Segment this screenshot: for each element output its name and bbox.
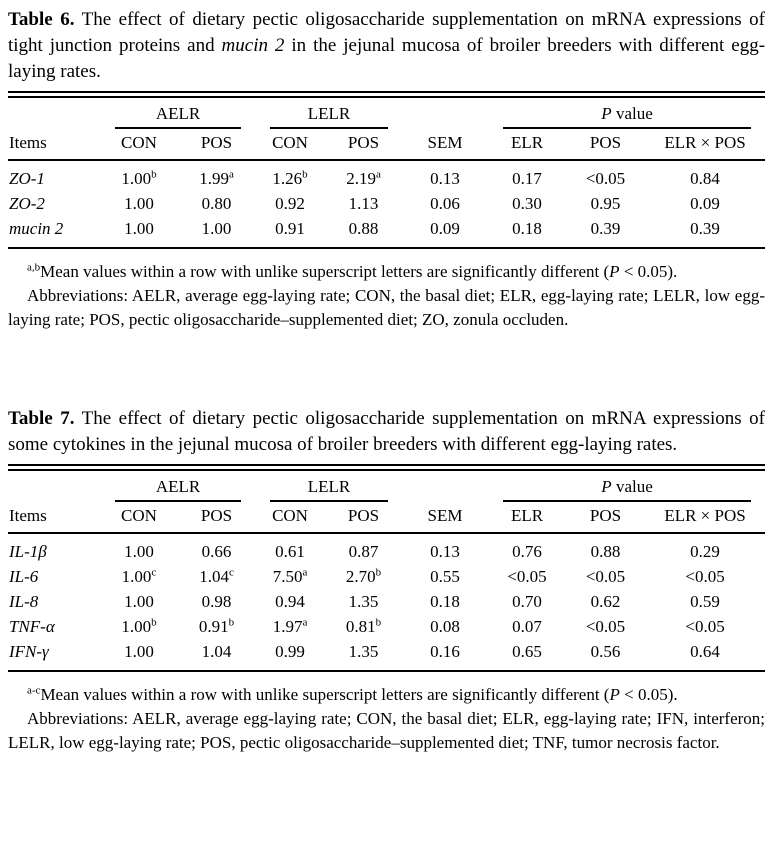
- cell-superscript: b: [302, 168, 308, 181]
- table-cell: 0.55: [430, 567, 460, 586]
- table-cell: 1.00: [124, 642, 154, 661]
- row-item-label: ZO-2: [9, 194, 45, 213]
- table7-caption: [8, 406, 765, 458]
- table-cell: 0.07: [512, 617, 542, 636]
- table6-footnotes: [8, 260, 765, 332]
- cell-superscript: b: [375, 616, 382, 629]
- group-label-italic: P: [601, 104, 612, 123]
- table-cell: <0.05: [585, 169, 626, 188]
- table6-caption-text2: in the jejunal mucosa of broiler breeders with different egg-laying rates.: [8, 35, 766, 82]
- column-header: SEM: [402, 502, 488, 533]
- table-cell: 0.65: [512, 642, 542, 661]
- cell-superscript: c: [228, 566, 234, 579]
- row-item: [8, 589, 100, 614]
- table-cell: 0.09: [690, 194, 720, 213]
- cell-superscript: b: [375, 566, 382, 579]
- table-cell: 0.81$^b$: [345, 616, 382, 636]
- table-cell: 0.91$^b$: [198, 616, 235, 636]
- cell-superscript: b: [151, 168, 157, 181]
- footnote-superscript: a,b: [27, 261, 41, 274]
- group-header: [402, 100, 488, 129]
- group-label: LELR: [270, 104, 388, 129]
- table-cell: 0.98: [201, 592, 232, 611]
- group-header: [100, 473, 255, 502]
- table-cell: <0.05: [585, 567, 626, 586]
- column-header: POS: [566, 129, 645, 160]
- table7-caption-text: The effect of dietary pectic oligosaccharide supplementation on mRNA expressions of some cytokines in the jejunal mucosa of broiler breeders with different egg-laying rates.: [8, 408, 765, 455]
- table6: [8, 100, 765, 249]
- table-cell: 1.26$^b$: [272, 168, 308, 188]
- table-cell: 0.16: [430, 642, 460, 661]
- group-header-row: [8, 100, 765, 129]
- table-cell: 1.99$^a$: [199, 168, 234, 188]
- column-header: POS: [325, 129, 402, 160]
- table6-footnote-abbreviations: [8, 284, 765, 332]
- table-row: [8, 564, 765, 589]
- table7-top-rule: [8, 464, 765, 471]
- row-item: [8, 564, 100, 589]
- row-item: [8, 191, 100, 216]
- table6-footnote-significance: [8, 260, 765, 284]
- footnote-italic-p: P: [609, 262, 620, 281]
- table-cell: 1.97$^a$: [272, 616, 308, 636]
- table-cell: 0.88: [348, 219, 379, 238]
- table7-footnotes: [8, 683, 765, 755]
- column-header: ELR × POS: [645, 502, 765, 533]
- table-cell: 0.80: [201, 194, 232, 213]
- table-cell: 0.64: [690, 642, 720, 661]
- table-cell: 0.91: [275, 219, 305, 238]
- table-row: [8, 216, 765, 248]
- table-cell: 0.92: [275, 194, 305, 213]
- group-header: [402, 473, 488, 502]
- table-cell: 0.08: [430, 617, 460, 636]
- group-label: AELR: [115, 477, 241, 502]
- table-cell: 2.19$^a$: [346, 168, 381, 188]
- table7: [8, 473, 765, 672]
- table-cell: 0.18: [512, 219, 542, 238]
- table-body: [8, 160, 765, 248]
- cell-superscript: c: [151, 566, 157, 579]
- table-cell: 0.94: [275, 592, 305, 611]
- table-cell: 7.50$^a$: [272, 566, 308, 586]
- table-cell: 0.66: [201, 542, 232, 561]
- group-header: [8, 473, 100, 502]
- column-header: POS: [178, 502, 255, 533]
- table-cell: 1.00: [124, 194, 154, 213]
- column-header: CON: [255, 502, 325, 533]
- table-body: [8, 533, 765, 671]
- table-cell: 0.13: [430, 169, 460, 188]
- table-cell: 0.95: [590, 194, 621, 213]
- table-header: [8, 100, 765, 160]
- table-cell: 1.04: [201, 642, 232, 661]
- table-cell: 0.09: [430, 219, 460, 238]
- row-item-label: mucin 2: [9, 219, 64, 238]
- group-label: AELR: [115, 104, 241, 129]
- column-header: Items: [8, 129, 100, 160]
- row-item: [8, 160, 100, 191]
- cell-superscript: a: [375, 168, 381, 181]
- cell-superscript: b: [228, 616, 235, 629]
- table-cell: 1.00: [124, 592, 154, 611]
- column-header-row: [8, 129, 765, 160]
- table-cell: 1.00: [124, 542, 154, 561]
- table-cell: 0.99: [275, 642, 305, 661]
- group-label: LELR: [270, 477, 388, 502]
- column-header: CON: [255, 129, 325, 160]
- table-row: [8, 589, 765, 614]
- table-cell: 0.30: [512, 194, 542, 213]
- table-cell: 0.17: [512, 169, 542, 188]
- table-cell: 2.70$^b$: [345, 566, 382, 586]
- group-header: [255, 100, 402, 129]
- footnote-text-after: < 0.05).: [619, 262, 678, 281]
- table-row: [8, 191, 765, 216]
- table6-caption: [8, 7, 765, 85]
- table-cell: 0.62: [590, 592, 621, 611]
- column-header: SEM: [402, 129, 488, 160]
- table6-caption-label: Table 6.: [8, 9, 75, 30]
- cell-superscript: b: [151, 616, 157, 629]
- table-cell: 0.06: [430, 194, 460, 213]
- table-cell: 0.13: [430, 542, 460, 561]
- group-label: P value: [503, 104, 751, 129]
- table-cell: 0.88: [590, 542, 621, 561]
- table-cell: 1.00$^b$: [121, 616, 157, 636]
- footnote-text-after: < 0.05).: [619, 685, 678, 704]
- row-item-label: IL-1β: [9, 542, 47, 561]
- column-header: ELR: [488, 502, 566, 533]
- table-cell: 1.35: [348, 642, 379, 661]
- row-item: [8, 639, 100, 671]
- table-cell: <0.05: [507, 567, 547, 586]
- table-cell: 0.39: [690, 219, 720, 238]
- table-cell: <0.05: [585, 617, 626, 636]
- table-cell: 0.70: [512, 592, 542, 611]
- group-header: [100, 100, 255, 129]
- footnote-superscript: a-c: [27, 684, 41, 697]
- table-cell: 1.13: [348, 194, 379, 213]
- table-cell: 1.00: [201, 219, 232, 238]
- footnote-italic-p: P: [609, 685, 620, 704]
- row-item: [8, 216, 100, 248]
- column-header: ELR × POS: [645, 129, 765, 160]
- table-row: [8, 533, 765, 564]
- table-row: [8, 639, 765, 671]
- table7-caption-label: Table 7.: [8, 408, 75, 429]
- group-header: [8, 100, 100, 129]
- row-item: [8, 614, 100, 639]
- table-cell: 0.18: [430, 592, 460, 611]
- cell-superscript: a: [228, 168, 234, 181]
- cell-superscript: a: [302, 566, 308, 579]
- table-cell: 0.59: [690, 592, 720, 611]
- group-header: [255, 473, 402, 502]
- row-item-label: IFN-γ: [9, 642, 49, 661]
- column-header: POS: [566, 502, 645, 533]
- table-cell: <0.05: [685, 617, 725, 636]
- table7-footnote-abbreviations: [8, 707, 765, 755]
- table-cell: 0.39: [590, 219, 621, 238]
- table6-caption-italic: mucin 2: [221, 35, 285, 56]
- row-item-label: IL-8: [9, 592, 39, 611]
- column-header: CON: [100, 129, 178, 160]
- table-header: [8, 473, 765, 533]
- table-row: [8, 614, 765, 639]
- table-cell: <0.05: [685, 567, 725, 586]
- group-label: P value: [503, 477, 751, 502]
- table-cell: 1.00$^c$: [121, 566, 157, 586]
- table-cell: 0.76: [512, 542, 542, 561]
- group-header: [488, 473, 765, 502]
- table-cell: 0.29: [690, 542, 720, 561]
- group-label-italic: P: [601, 477, 612, 496]
- footnote-text: Abbreviations: AELR, average egg-laying rate; CON, the basal diet; ELR, egg-laying rate; LELR, low egg-laying rate; POS, pectic oligosaccharide–supplemented diet; ZO, zonula occluden.: [8, 286, 765, 329]
- column-header: POS: [178, 129, 255, 160]
- column-header: ELR: [488, 129, 566, 160]
- column-header: Items: [8, 502, 100, 533]
- table-cell: 0.56: [590, 642, 621, 661]
- table-cell: 0.84: [690, 169, 720, 188]
- group-header-row: [8, 473, 765, 502]
- table-row: [8, 160, 765, 191]
- table-cell: 1.00$^b$: [121, 168, 157, 188]
- cell-superscript: a: [302, 616, 308, 629]
- row-item: [8, 533, 100, 564]
- table-cell: 1.35: [348, 592, 379, 611]
- row-item-label: ZO-1: [9, 169, 45, 188]
- footnote-text: Mean values within a row with unlike superscript letters are significantly different (: [40, 262, 610, 281]
- footnote-text: Mean values within a row with unlike superscript letters are significantly different (: [40, 685, 610, 704]
- table-cell: 1.00: [124, 219, 154, 238]
- column-header: CON: [100, 502, 178, 533]
- table6-caption-text: The effect of dietary pectic oligosaccharide supplementation on mRNA expressions of tight junction proteins and: [8, 9, 765, 56]
- row-item-label: IL-6: [9, 567, 39, 586]
- row-item-label: TNF-α: [9, 617, 55, 636]
- column-header-row: [8, 502, 765, 533]
- table-cell: 1.04$^c$: [199, 566, 234, 586]
- footnote-text: Abbreviations: AELR, average egg-laying rate; CON, the basal diet; ELR, egg-laying rate; IFN, interferon; LELR, low egg-laying rate; POS, pectic oligosaccharide–supplemented diet; TNF, tumor necrosis factor.: [8, 709, 765, 752]
- column-header: POS: [325, 502, 402, 533]
- table6-top-rule: [8, 91, 765, 98]
- table7-footnote-significance: [8, 683, 765, 707]
- table-cell: 0.61: [275, 542, 305, 561]
- table-cell: 0.87: [348, 542, 379, 561]
- group-header: [488, 100, 765, 129]
